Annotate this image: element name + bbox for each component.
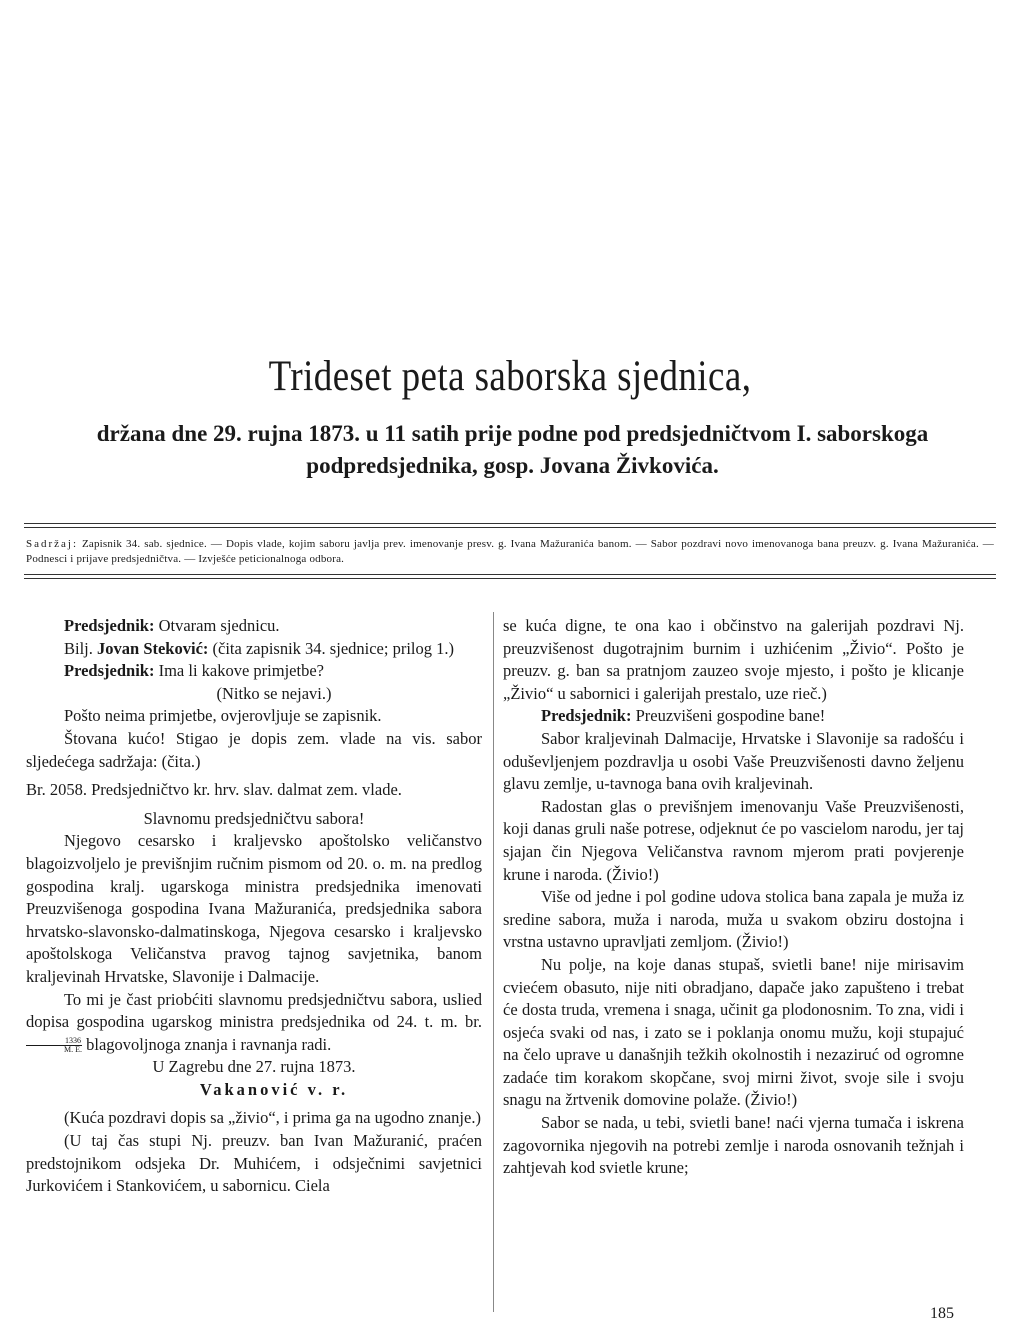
paragraph: Sabor kraljevinah Dalmacije, Hrvatske i Slavonije sa radošću i oduševljenjem pozdravlja u osobi Vaše Preuzvišenosti davno željenu glavu zemlje, u-tavnoga bana ovih kraljevinah. <box>503 728 964 794</box>
paragraph: Nu polje, na koje danas stupaš, svietli bane! nije mirisavim cviećem obasuto, nije niti obradjano, dapače jako zapušteno i trebat će dosta truda, vremena i snaga, učinit ga plodonosnim. To zna, vidi i osjeća svaki od nas, i zato se i poklanja onomu mužu, koji stupajuć na čelo uprave u današnjih težkih okolnostih i nezaziruć od ogromne zadaće tim korakom skopčane, svoj mirni život, svoje sile i svoju snagu na žrtvenik domovine polaže. (Živio!) <box>503 954 964 1110</box>
stage-direction: (Nitko se nejavi.) <box>216 683 332 703</box>
fraction-reference <box>26 1037 82 1054</box>
speaker-name: Predsjednik: <box>541 706 632 726</box>
page-number: 185 <box>930 1305 954 1322</box>
fraction-numerator: 1336 <box>26 1037 82 1046</box>
speech-text: Otvaram sjednicu. <box>154 616 280 635</box>
fraction-denominator: M. E. <box>64 1045 82 1055</box>
document-number: Br. 2058. Predsjedničtvo kr. hrv. slav. dalmat zem. vlade. <box>26 780 402 800</box>
letter-salutation: Slavnomu predsjedničtvu sabora! <box>143 808 365 828</box>
column-divider <box>493 612 494 1312</box>
speech-text: Preuzvišeni gospodine bane! <box>631 706 826 726</box>
summary-text: Zapisnik 34. sab. sjednice. — Dopis vlade, kojim saboru javlja prev. imenovanje presv. g. Ivana Mažuranića banom. — Sabor pozdravi novo imenovanoga bana preuzv. g. Ivana Mažuranića. — Podnesci i prijave predsjedničtva. — Izvješće peticionalnoga odbora. <box>26 538 995 565</box>
rule-bottom-2 <box>24 578 996 579</box>
rule-top-1 <box>24 523 996 524</box>
paragraph <box>26 615 482 638</box>
summary-label: Sadržaj: <box>26 538 79 550</box>
rule-bottom-1 <box>24 574 996 575</box>
paragraph: Njegovo cesarsko i kraljevsko apoštolsko veličanstvo blagoizvoljelo je previšnjim ručnim pismom od 20. o. m. na predlog gospodina kralj. ugarskoga ministra predsjednika imenovati Preuzvišenoga gospodina Ivana Mažuranića, predsjednika sabora hrvatsko-slavonsko-dalmatinskoga, Njegova cesarsko i kraljevsko apoštolskoga Veličanstva pravog tajnog savjetnika, banom kraljevinah Hrvatske, Slavonije i Dalmacije. <box>26 831 482 986</box>
text-part: To mi je čast priobćiti slavnomu predsjedničtvu sabora, uslied dopisa gospodina ugarskog ministra predsjednika od 24. t. m. br. <box>26 989 482 1032</box>
paragraph: Pošto neima primjetbe, ovjerovljuje se zapisnik. <box>64 706 382 726</box>
speech-text: Ima li kakove primjetbe? <box>154 661 324 681</box>
place-date: U Zagrebu dne 27. rujna 1873. <box>152 1057 356 1077</box>
paragraph: Štovana kućo! Stigao je dopis zem. vlade na vis. sabor sljedećega sadržaja: (čita.) <box>26 728 482 771</box>
paragraph <box>26 660 482 683</box>
paragraph <box>503 705 964 728</box>
right-column <box>503 615 964 1180</box>
text-part: blagovoljnoga znanja i ravnanja radi. <box>82 1034 332 1054</box>
stage-direction: (U taj čas stupi Nj. preuzv. ban Ivan Mažuranić, praćen predstojnikom odsjeka Dr. Muhićem, i odsječnimi savjetnici Jurkovićem i Stankovićem, u sabornicu. Ciela <box>26 1131 482 1196</box>
paragraph: Sabor se nada, u tebi, svietli bane! naći vjerna tumača i iskrena zagovornika njegovih na potrebi zemlje i naroda osnovanih težnjah i zahtjevah kod svietle krune; <box>503 1113 964 1178</box>
paragraph: Više od jedne i pol godine udova stolica bana zapala je muža iz sredine sabora, muža i naroda, muža u svakom obziru dostojna i vrstna ustavno upravljati zemljom. (Živio!) <box>503 887 964 952</box>
paragraph <box>26 638 482 661</box>
left-column <box>26 615 482 1198</box>
paragraph <box>26 989 482 1057</box>
session-title: Trideset peta saborska sjednica, <box>268 353 752 400</box>
paragraph: se kuća digne, te ona kao i občinstvo na galerijah pozdravi Nj. preuzvišenost dugotrajnim burnim i uzhićenim „Živio“. Pošto je preuzv. g. ban sa pratnjom zauzeo svoje mjesto, i pošto je klicanje „Živio“ u sabornici i galerijah prestalo, uze rieč.) <box>503 616 964 703</box>
signature: Vakanović v. r. <box>199 1079 349 1099</box>
session-subtitle: držana dne 29. rujna 1873. u 11 satih prije podne pod predsjedničtvom I. saborskoga podpredsjednika, gosp. Jovana Živkovića. <box>96 421 929 478</box>
paragraph: Radostan glas o previšnjem imenovanju Vaše Preuzvišenosti, koji danas gruli naše potrese, odjeknut će po vascielom narodu, jer taj sjajan čin Njegova Veličanstva ravnom mjerom prati povjerenje krune i naroda. (Živio!) <box>503 796 964 884</box>
speaker-name: Predsjednik: <box>64 661 155 681</box>
rule-top-2 <box>24 527 996 528</box>
role-prefix: Bilj. <box>64 638 98 658</box>
speaker-name: Jovan Steković: <box>97 638 209 658</box>
speech-text: (čita zapisnik 34. sjednice; prilog 1.) <box>208 638 454 658</box>
stage-direction: (Kuća pozdravi dopis sa „živio“, i prima ga na ugodno znanje.) <box>64 1108 481 1128</box>
contents-summary <box>26 537 994 567</box>
speaker-name: Predsjednik: <box>64 616 155 635</box>
